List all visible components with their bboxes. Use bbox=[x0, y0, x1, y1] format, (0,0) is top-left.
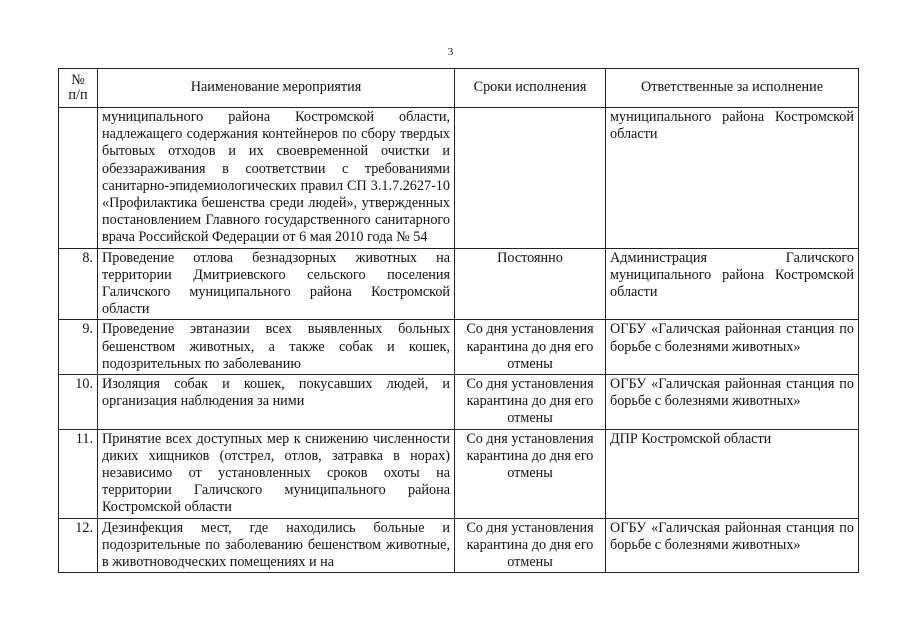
header-num bbox=[59, 69, 98, 108]
measure-term: Со дня установления карантина до дня его отмены bbox=[455, 429, 606, 518]
measure-responsible: Администрация Галичского муниципального района Костромской области bbox=[606, 248, 859, 320]
table-row bbox=[59, 108, 859, 249]
row-number: 9. bbox=[59, 320, 98, 375]
row-number: 11. bbox=[59, 429, 98, 518]
measure-responsible: ОГБУ «Галичская районная станция по борьбе с болезнями животных» bbox=[606, 320, 859, 375]
measure-responsible: муниципального района Костромской области bbox=[606, 108, 859, 249]
row-number bbox=[59, 108, 98, 249]
table-row bbox=[59, 320, 859, 375]
measure-name: муниципального района Костромской области, надлежащего содержания контейнеров по сбору твердых бытовых отходов и их своевременной очистки и обеззараживания в соответствии с требованиями санитарно-эпидемиологических правил СП 3.1.7.2627-10 «Профилактика бешенства среди людей», утвержденных постановлением Главного государственного санитарного врача Российской Федерации от 6 мая 2010 года № 54 bbox=[98, 108, 455, 249]
header-term: Сроки исполнения bbox=[455, 69, 606, 108]
measures-table bbox=[58, 68, 859, 573]
measure-name: Дезинфекция мест, где находились больные и подозрительные по заболеванию бешенством животные, в животноводческих помещениях и на bbox=[98, 518, 455, 573]
header-resp: Ответственные за исполнение bbox=[606, 69, 859, 108]
measure-responsible: ОГБУ «Галичская районная станция по борьбе с болезнями животных» bbox=[606, 375, 859, 430]
measure-term: Постоянно bbox=[455, 248, 606, 320]
measure-responsible: ДПР Костромской области bbox=[606, 429, 859, 518]
header-num-line2: п/п bbox=[68, 87, 88, 103]
measure-term: Со дня установления карантина до дня его отмены bbox=[455, 375, 606, 430]
measure-name: Принятие всех доступных мер к снижению численности диких хищников (отстрел, отлов, затравка в норах) независимо от установленных сроков охоты на территории Галичского муниципального района Костромской области bbox=[98, 429, 455, 518]
measure-term: Со дня установления карантина до дня его отмены bbox=[455, 320, 606, 375]
table-header-row bbox=[59, 69, 859, 108]
measure-name: Проведение эвтаназии всех выявленных больных бешенством животных, а также собак и кошек, подозрительных по заболеванию bbox=[98, 320, 455, 375]
table-row bbox=[59, 518, 859, 573]
table-row bbox=[59, 375, 859, 430]
header-num-line1: № bbox=[71, 72, 85, 88]
measure-name: Проведение отлова безнадзорных животных на территории Дмитриевского сельского поселения Галичского муниципального района Костромской области bbox=[98, 248, 455, 320]
measure-term: Со дня установления карантина до дня его отмены bbox=[455, 518, 606, 573]
row-number: 12. bbox=[59, 518, 98, 573]
measure-responsible: ОГБУ «Галичская районная станция по борьбе с болезнями животных» bbox=[606, 518, 859, 573]
header-name: Наименование мероприятия bbox=[98, 69, 455, 108]
row-number: 10. bbox=[59, 375, 98, 430]
table-row bbox=[59, 429, 859, 518]
table-row bbox=[59, 248, 859, 320]
measure-name: Изоляция собак и кошек, покусавших людей, и организация наблюдения за ними bbox=[98, 375, 455, 430]
page-number: 3 bbox=[447, 46, 454, 58]
row-number: 8. bbox=[59, 248, 98, 320]
measure-term bbox=[455, 108, 606, 249]
